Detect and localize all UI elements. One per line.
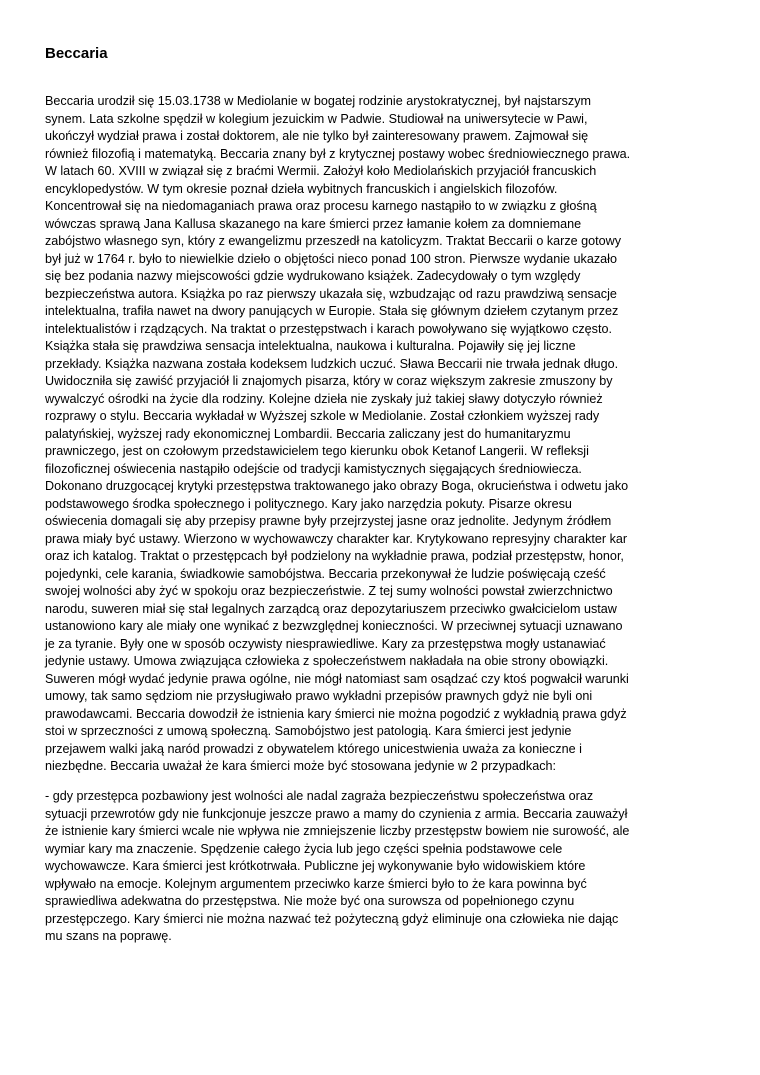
text-line: jedynie ustawy. Umowa związująca człowieka z społeczeństwem nakładała na obie strony obowiązki. bbox=[45, 654, 609, 668]
text-line: oświecenia domagali się aby przepisy prawne były przejrzystej jasne oraz jednolite. Jedynym źródłem bbox=[45, 514, 612, 528]
text-line: intelektualistów i rządzących. Na traktat o przestępstwach i karach powoływano się wyjątkowo często. bbox=[45, 321, 612, 336]
text-line: Uwidoczniła się zawiść przyjaciół li znajomych pisarza, który w coraz większym zakresie zmuszony by bbox=[45, 374, 613, 388]
text-line: prawodawcami. Beccaria dowodził że istnienia kary śmierci nie można pogodzić z wykładnią prawa gdyż bbox=[45, 706, 627, 721]
text-line: wówczas sprawą Jana Kallusa skazanego na kare śmierci przez łamanie kołem za domniemane bbox=[45, 216, 582, 231]
text-line: je za tyranie. Były one w sposób oczywisty niesprawiedliwe. Kary za przestępstwa mogły ustanawiać bbox=[45, 636, 606, 651]
text-line: pojedynki, cele karania, świadkowie samobójstwa. Beccaria przekonywał że ludzie poświęcają cześć bbox=[45, 566, 606, 581]
paragraph-death-penalty-cases bbox=[45, 788, 717, 946]
text-line: Dokonano druzgocącej krytyki przestępstwa traktowanego jako obrazy Boga, okrucieństwa i odwetu jako bbox=[45, 479, 629, 493]
text-line: encyklopedystów. W tym okresie poznał dzieła wybitnych francuskich i angielskich filozofów. bbox=[45, 181, 558, 196]
text-line: że istnienie kary śmierci wcale nie wpływa nie zmniejszenie liczby przestępstw bowiem nie surowość, ale bbox=[45, 824, 630, 838]
text-line: podstawowego środka społecznego i politycznego. Kary jako narzędzia pokuty. Pisarze okresu bbox=[45, 496, 572, 511]
paragraph-biography bbox=[45, 93, 717, 776]
text-line: przestępczego. Kary śmierci nie można nazwać też pożyteczną gdyż eliminuje ona człowieka nie dając bbox=[45, 911, 619, 926]
text-line: rozprawy o stylu. Beccaria wykładał w Wyższej szkole w Mediolanie. Został członkiem wyższej rady bbox=[45, 409, 600, 423]
text-line: Suweren mógł wydać jedynie prawa ogólne, nie mógł natomiast sam osądzać czy ktoś pogwałcił warunki bbox=[45, 671, 629, 686]
text-line: oraz ich katalog. Traktat o przestępcach był podzielony na wykładnie prawa, podział przestępstw, honor, bbox=[45, 549, 624, 563]
text-line: wywalczyć ośrodki na życie dla rodziny. Kolejne dzieła nie zyskały już takiej sławy dotyczyło również bbox=[45, 391, 603, 406]
text-line: się bez podania nazwy miejscowości gdzie wydrukowano książek. Zadecydowały o tym względy bbox=[45, 269, 581, 283]
text-line: niezbędne. Beccaria uważał że kara śmierci może być stosowana jedynie w 2 przypadkach: bbox=[45, 759, 556, 773]
text-line: palatyńskiej, wyższej rady ekonomicznej Lombardii. Beccaria zaliczany jest do humanitaryzmu bbox=[45, 426, 571, 441]
text-line: filozoficznej oświecenia nastąpiło odejście od tradycji kamistycznych sięgających średniowiecza. bbox=[45, 461, 582, 476]
text-line: przejawem walki jaką naród prowadzi z obywatelem którego unicestwienia uważa za konieczne i bbox=[45, 741, 582, 756]
text-line: prawniczego, jest on czołowym przedstawicielem tego kierunku obok Ketanof Langerii. W refleksji bbox=[45, 444, 589, 458]
text-line: bezpieczeństwa autora. Książka po raz pierwszy ukazała się, wzbudzając od razu prawdziwą sensacje bbox=[45, 286, 617, 301]
text-line: był już w 1764 r. było to niewielkie dzieło o objętości nieco ponad 100 stron. Pierwsze wydanie ukazało bbox=[45, 251, 617, 266]
text-line: ustanowiono kary ale miały one wynikać z bezwzględnej konieczności. W przeciwnej sytuacji uznawano bbox=[45, 619, 623, 633]
text-line: wymiar kary ma znaczenie. Spędzenie całego życia lub jego części spełnia podstawowe cele bbox=[45, 841, 563, 856]
text-line: intelektualna, trafiła nawet na dwory panujących w Europie. Stała się głównym dziełem czytanym przez bbox=[45, 304, 619, 318]
text-line: stoi w sprzeczności z umową społeczną. Samobójstwo jest patologią. Kara śmierci jest jedynie bbox=[45, 724, 572, 738]
text-line: - gdy przestępca pozbawiony jest wolności ale nadal zagraża bezpieczeństwu społeczeństwa oraz bbox=[45, 789, 594, 803]
text-line: prawa miały być ustawy. Wierzono w wychowawczy charakter kar. Krytykowano represyjny charakter kar bbox=[45, 531, 628, 546]
text-line: sprawiedliwa adekwatna do przestępstwa. Nie może być ona surowsza od popełnionego czynu bbox=[45, 894, 575, 908]
text-line: synem. Lata szkolne spędził w kolegium jezuickim w Padwie. Studiował na uniwersytecie w Pawi, bbox=[45, 111, 588, 126]
text-line: swojej wolności aby żyć w spokoju oraz bezpieczeństwie. Z tej sumy wolności powstał zwierzchnictwo bbox=[45, 584, 613, 598]
text-line: wpływało na emocje. Kolejnym argumentem przeciwko karze śmierci było to że kara powinna być bbox=[45, 876, 587, 891]
text-line: umowy, tak samo sędziom nie przysługiwało prawo wykładni przepisów prawnych gdyż nie byli oni bbox=[45, 689, 593, 703]
text-line: zabójstwo własnego syn, który z ewangelizmu przeszedł na katolicyzm. Traktat Beccarii o karze gotowy bbox=[45, 234, 622, 248]
text-line: W latach 60. XVIII w związał się z braćmi Wermii. Założył koło Mediolańskich przyjaciół francuskich bbox=[45, 164, 597, 178]
text-line: wychowawcze. Kara śmierci jest krótkotrwała. Publiczne jej wykonywanie było widowiskiem które bbox=[45, 859, 586, 873]
text-line: również filozofią i matematyką. Beccaria znany był z krytycznej postawy wobec średniowiecznego prawa. bbox=[45, 146, 631, 161]
text-line: sytuacji przewrotów gdy nie funkcjonuje jeszcze prawo a mamy do czynienia z armia. Beccaria zauważył bbox=[45, 806, 628, 821]
text-line: Koncentrował się na niedomaganiach prawa oraz procesu karnego nastąpiło to w związku z głośną bbox=[45, 199, 597, 213]
text-line: przekłady. Książka nazwana została kodeksem ludzkich uczuć. Sława Beccarii nie trwała jednak długo. bbox=[45, 356, 619, 371]
text-line: Beccaria urodził się 15.03.1738 w Mediolanie w bogatej rodzinie arystokratycznej, był najstarszym bbox=[45, 94, 591, 108]
text-line: mu szans na poprawę. bbox=[45, 929, 172, 943]
document-title: Beccaria bbox=[45, 45, 108, 62]
text-line: Książka stała się prawdziwa sensacja intelektualna, naukowa i kulturalna. Pojawiły się jej liczne bbox=[45, 339, 576, 353]
text-line: narodu, suweren miał się stał legalnych zarządcą oraz depozytariuszem przeciwko gwałcicielom ustaw bbox=[45, 601, 617, 616]
text-line: ukończył wydział prawa i został doktorem, ale nie tylko był zainteresowany prawem. Zajmował się bbox=[45, 129, 589, 143]
